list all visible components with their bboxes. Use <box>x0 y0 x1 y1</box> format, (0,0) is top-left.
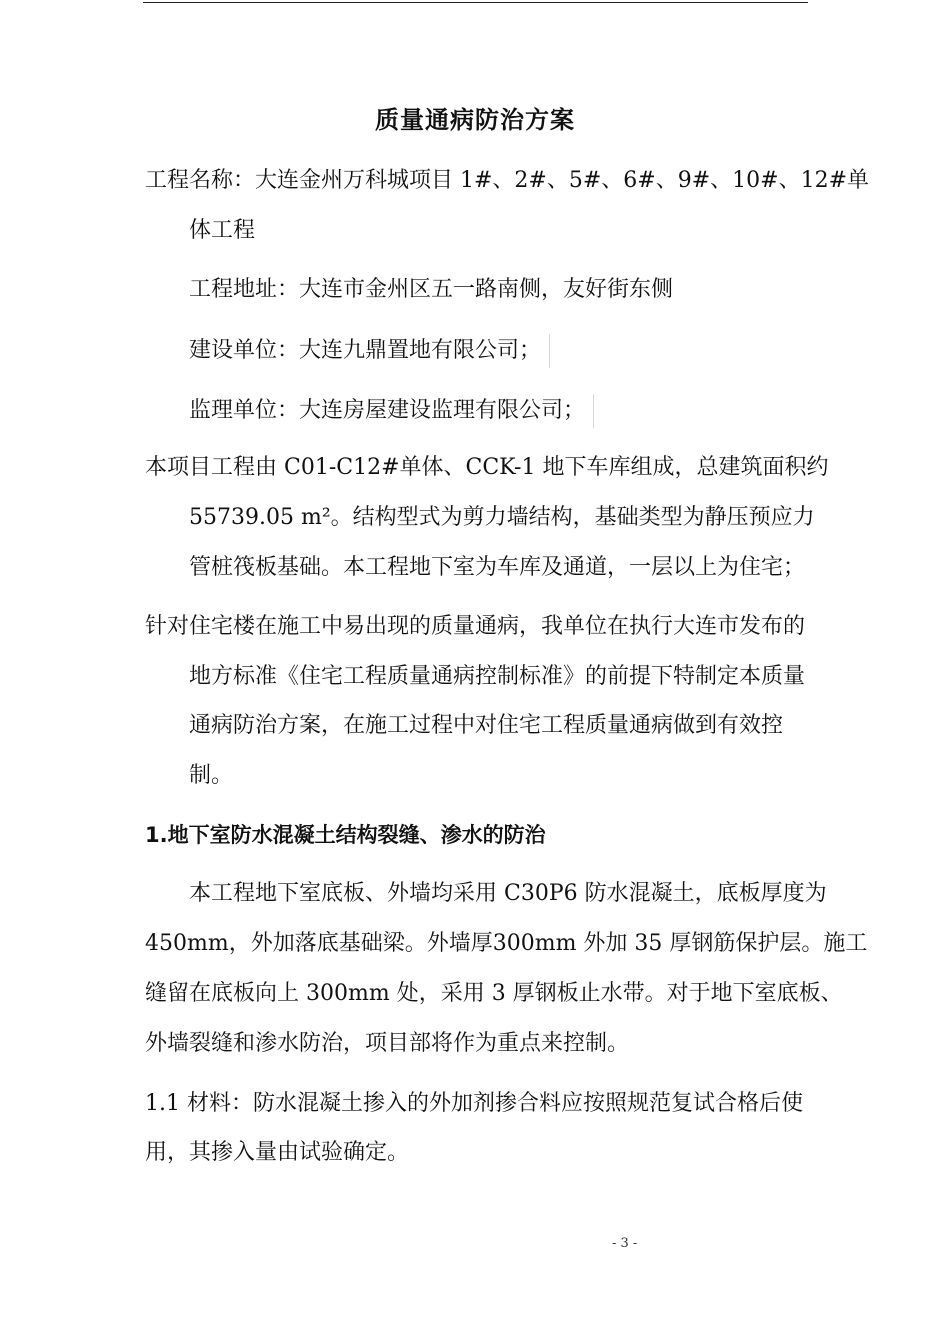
section-1-1-line-1: 1.1 材料：防水混凝土掺入的外加剂掺合料应按照规范复试合格后使 <box>145 1091 803 1116</box>
section-1-paragraph-line-2: 450mm，外加落底基础梁。外墙厚300mm 外加 35 厚钢筋保护层。施工 <box>145 931 868 956</box>
section-1-heading: 1.地下室防水混凝土结构裂缝、渗水的防治 <box>145 823 546 847</box>
document-title: 质量通病防治方案 <box>375 106 575 134</box>
section-1-1-line-2: 用，其掺入量由试验确定。 <box>145 1140 410 1165</box>
purpose-line-4: 制。 <box>189 763 234 788</box>
page-number: - 3 - <box>612 1236 638 1251</box>
purpose-line-1: 针对住宅楼在施工中易出现的质量通病，我单位在执行大连市发布的 <box>145 614 806 639</box>
supervisor-text: 监理单位：大连房屋建设监理有限公司； <box>189 398 586 423</box>
section-1-paragraph-line-1: 本工程地下室底板、外墙均采用 C30P6 防水混凝土，底板厚度为 <box>189 881 827 906</box>
edit-mark <box>549 334 550 368</box>
purpose-line-2: 地方标准《住宅工程质量通病控制标准》的前提下特制定本质量 <box>189 664 806 689</box>
project-name-line-1: 工程名称：大连金州万科城项目 1#、2#、5#、6#、9#、10#、12#单 <box>145 168 870 193</box>
edit-mark <box>593 394 594 428</box>
overview-line-2: 55739.05 m²。结构型式为剪力墙结构，基础类型为静压预应力 <box>189 505 815 530</box>
project-address: 工程地址：大连市金州区五一路南侧，友好街东侧 <box>189 277 674 302</box>
section-1-paragraph-line-4: 外墙裂缝和渗水防治，项目部将作为重点来控制。 <box>145 1031 630 1056</box>
developer-line <box>189 334 550 368</box>
section-1-paragraph-line-3: 缝留在底板向上 300mm 处，采用 3 厚钢板止水带。对于地下室底板、 <box>145 981 843 1006</box>
header-rule <box>143 2 808 3</box>
project-name-line-2: 体工程 <box>189 218 256 243</box>
supervisor-line <box>189 394 594 428</box>
overview-line-1: 本项目工程由 C01-C12#单体、CCK-1 地下车库组成，总建筑面积约 <box>145 455 829 480</box>
purpose-line-3: 通病防治方案，在施工过程中对住宅工程质量通病做到有效控 <box>189 713 784 738</box>
developer-text: 建设单位：大连九鼎置地有限公司； <box>189 338 542 363</box>
overview-line-3: 管桩筏板基础。本工程地下室为车库及通道，一层以上为住宅； <box>189 555 806 580</box>
